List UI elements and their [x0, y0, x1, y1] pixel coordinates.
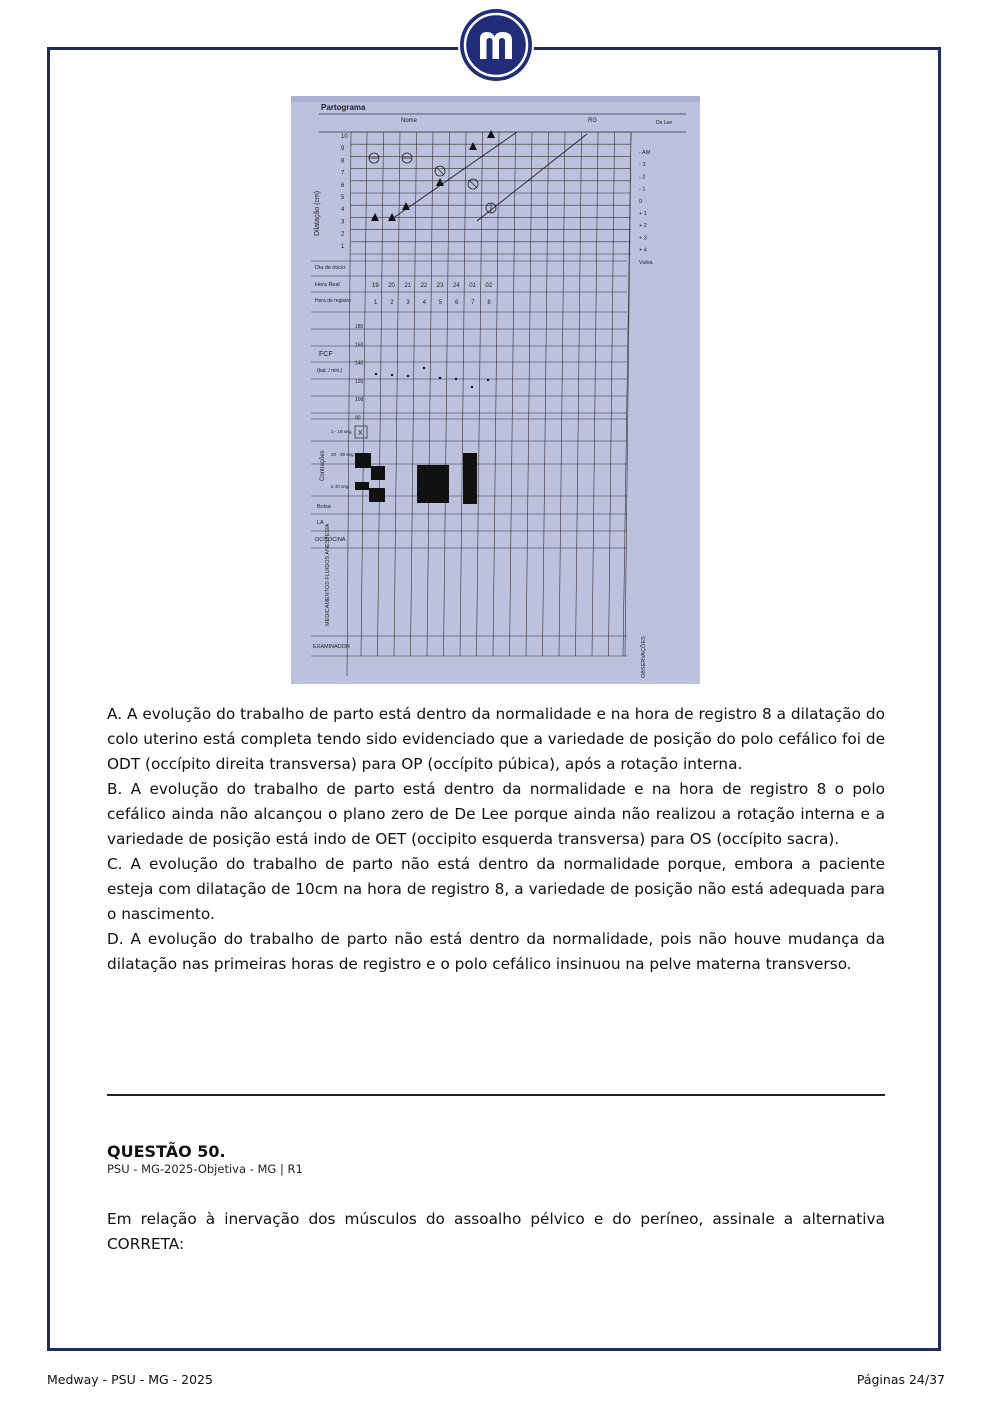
hora-registro-value: 7: [471, 300, 475, 306]
hora-real-value: 22: [420, 283, 428, 289]
dilatacao-tick: 1: [341, 243, 345, 250]
question-text: Em relação à inervação dos músculos do assoalho pélvico e do períneo, assinale a alternativa CORRETA:: [107, 1210, 885, 1253]
dilatacao-tick: 4: [341, 207, 345, 214]
fcf-tick: 180: [355, 324, 364, 330]
hora-real-value: 02: [485, 283, 493, 289]
partograph-delee-label: De Lee: [656, 120, 673, 126]
bolsa-label: Bolsa: [317, 504, 331, 510]
hora-registro-value: 1: [374, 300, 378, 306]
contracao-x-mark: X: [358, 430, 363, 437]
partograph-title: Partograma: [321, 103, 366, 112]
dilatacao-tick: 7: [341, 170, 345, 177]
answer-options: [107, 702, 885, 977]
hora-real-value: 20: [388, 283, 395, 289]
hora-registro-value: 2: [390, 300, 394, 306]
dilatacao-tick: 8: [341, 158, 345, 165]
hora-real-label: Hora Real: [315, 282, 340, 288]
option-b[interactable]: B. A evolução do trabalho de parto está dentro da normalidade e na hora de registro 8 o polo cefálico ainda não alcançou o plano zero de De Lee porque ainda não realizou a rotação interna e a variedade de posição está indo de OET (occipito esquerda transversa) para OS (occípito sacra).: [107, 780, 885, 848]
question-source: PSU - MG-2025-Objetiva - MG | R1: [107, 1162, 303, 1176]
hora-real-value: 19: [372, 283, 379, 289]
contracao-row-3: ≥ 40 seg.: [331, 484, 350, 489]
delee-tick: + 3: [639, 235, 647, 242]
examinador-label: EXAMINADOR: [313, 644, 350, 650]
delee-tick: + 2: [639, 223, 647, 230]
medicamentos-label: MEDICAMENTOS FLUIDOS ANESTESIA: [325, 523, 331, 626]
delee-tick: + 1: [639, 211, 647, 217]
hora-registro-value: 4: [422, 300, 426, 306]
contracao-row-1: 1 - 19 seg.: [331, 429, 353, 434]
delee-tick: - AM: [639, 150, 651, 156]
partograph-image: [291, 96, 700, 684]
section-divider: [107, 1094, 885, 1096]
delee-tick: - 1: [639, 186, 646, 193]
dilatacao-tick: 3: [341, 219, 345, 226]
hora-real-value: 01: [469, 283, 476, 289]
fcf-tick: 160: [355, 342, 364, 349]
delee-tick: - 3: [639, 162, 646, 169]
hora-registro-value: 6: [455, 300, 459, 306]
option-c[interactable]: C. A evolução do trabalho de parto não está dentro da normalidade porque, embora a paciente esteja com dilatação de 10cm na hora de registro 8, a variedade de posição não está adequada para o nascimento.: [107, 855, 885, 923]
option-d[interactable]: D. A evolução do trabalho de parto não está dentro da normalidade, pois não houve mudança da dilatação nas primeiras horas de registro e o polo cefálico insinuou na pelve materna transverso.: [107, 930, 885, 973]
hora-registro-value: 5: [438, 300, 443, 306]
dilatacao-tick: 2: [341, 231, 345, 238]
contracoes-label: Contrações: [320, 450, 326, 481]
contracao-row-2: 20 - 39 seg.: [331, 452, 355, 457]
hora-real-value: 24: [453, 283, 460, 289]
hora-registro-value: 8: [487, 300, 491, 306]
delee-tick: 0: [639, 198, 643, 205]
medway-logo-icon: [458, 7, 534, 83]
delee-tick: - 2: [639, 174, 646, 181]
dilatacao-tick: 9: [341, 146, 345, 153]
ocitocina-label: OCITOCINA: [315, 537, 346, 543]
hora-real-value: 23: [436, 283, 444, 289]
hora-registro-label: Hora de registro: [315, 298, 351, 304]
hora-registro-value: 3: [406, 300, 410, 306]
fcf-label: FCF: [319, 351, 333, 358]
question-title: QUESTÃO 50.: [107, 1142, 226, 1161]
dilatacao-label: Dilatação (cm): [314, 190, 321, 236]
fcf-tick: 80: [355, 415, 361, 422]
partograph-rg-label: RG: [588, 118, 597, 124]
observacoes-label: OBSERVAÇÕES: [641, 636, 647, 678]
fcf-tick: 100: [355, 397, 364, 404]
fcf-tick: 120: [355, 378, 364, 385]
delee-tick: Vulva: [639, 259, 653, 266]
option-a[interactable]: A. A evolução do trabalho de parto está dentro da normalidade e na hora de registro 8 a dilatação do colo uterino está completa tendo sido evidenciado que a variedade de posição do polo cefálico foi de ODT (occípito direita transversa) para OP (occípito púbica), após a rotação interna.: [107, 705, 885, 773]
delee-tick: + 4: [639, 247, 647, 254]
fcf-unit: (bat. / min.): [317, 368, 343, 374]
fcf-tick: 140: [355, 360, 364, 367]
dilatacao-tick: 10: [341, 134, 348, 140]
dilatacao-tick: 6: [341, 182, 345, 189]
hora-real-value: 21: [404, 283, 412, 289]
footer-source: Medway - PSU - MG - 2025: [47, 1372, 213, 1387]
footer-page-number: Páginas 24/37: [856, 1372, 945, 1387]
dilatacao-tick: 5: [341, 195, 345, 201]
partograph-nome-label: Nome: [401, 118, 418, 124]
la-label: LA: [317, 520, 324, 526]
dia-inicio-label: Dia de início: [315, 265, 346, 271]
